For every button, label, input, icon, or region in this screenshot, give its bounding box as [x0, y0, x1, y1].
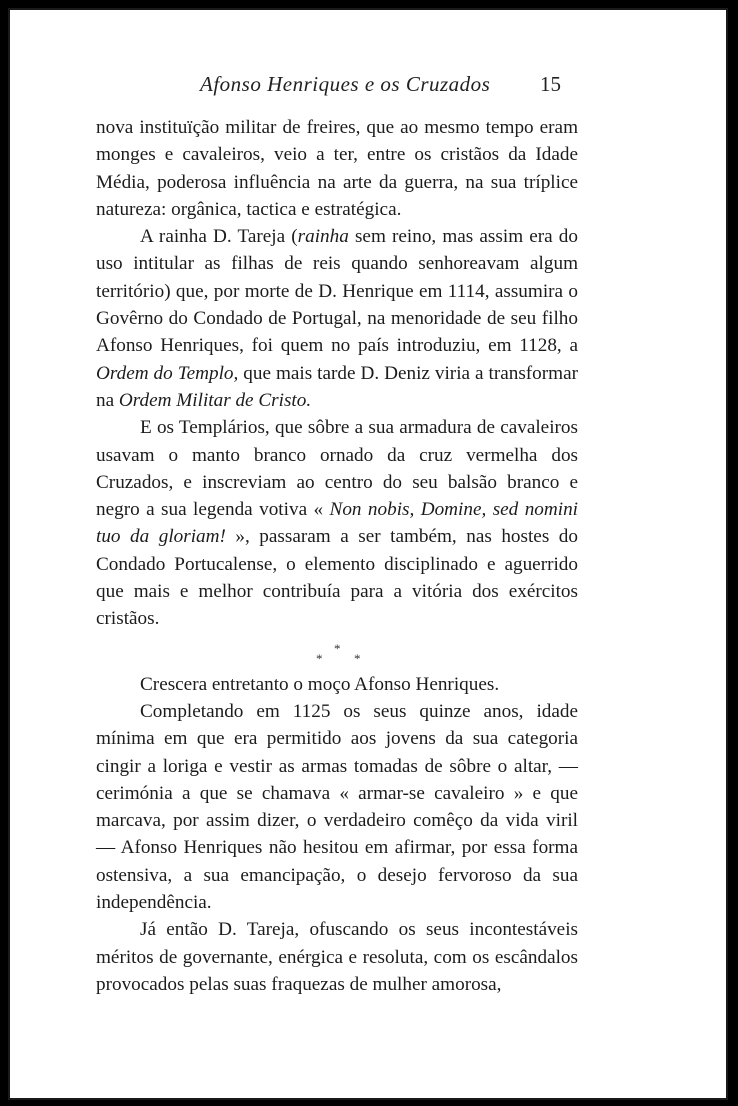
- paragraph-ja-entao: Já então D. Tareja, ofuscando os seus incontestáveis méritos de governante, enérgica e resoluta, com os escândalos provocados pelas suas fraquezas de mulher amorosa,: [96, 919, 578, 995]
- asterisk: *: [354, 650, 361, 666]
- text-run: sem reino, mas assim era do uso intitular as filhas de reis quando senhoreavam algum território) que, por morte de D. Henrique em 1114, assumira o Govêrno do Condado de Portugal, na menoridade de seu filho Afonso Henriques, foi quem no país introduziu, em 1128, a: [96, 226, 578, 357]
- paragraph-crescera: Crescera entretanto o moço Afonso Henriques.: [140, 673, 500, 695]
- text-run: que mais tarde D. Deniz viria a transformar na: [96, 362, 578, 411]
- text-run: A rainha D. Tareja (: [140, 226, 298, 248]
- running-title: Afonso Henriques e os Cruzados: [200, 72, 491, 96]
- asterisk: *: [334, 640, 341, 656]
- book-page: [8, 8, 728, 1100]
- italic-motto: Non nobis, Domine, sed nomini tuo da gloriam!: [96, 499, 578, 548]
- page-header: [10, 72, 726, 102]
- paragraph-continuation: nova instituïção militar de freires, que ao mesmo tempo eram monges e cavaleiros, veio a ter, entre os cristãos da Idade Média, poderosa influência na arte da guerra, na sua tríplice natureza: orgânica, tactica e estratégica.: [96, 117, 578, 220]
- italic-run: Ordem do Templo,: [96, 362, 239, 384]
- asterisk: *: [316, 650, 323, 666]
- paragraph-completando: Completando em 1125 os seus quinze anos, idade mínima em que era permitido aos jovens da sua categoria cingir a loriga e vestir as armas tomadas de sôbre o altar, — cerimónia a que se chamava « armar-se cavaleiro » e que marcava, por assim dizer, o verdadeiro comêço da vida viril — Afonso Henriques não hesitou em afirmar, por essa forma ostensiva, a sua emancipação, o desejo fervoroso da sua independência.: [96, 700, 578, 914]
- section-separator: [96, 635, 578, 665]
- page-body: [96, 114, 578, 998]
- paragraph-templarios: [96, 414, 578, 632]
- text-run: E os Templários, que sôbre a sua armadura de cavaleiros usavam o manto branco ornado da cruz vermelha dos Cruzados, e inscreviam ao centro do seu balsão branco e negro a sua legenda votiva «: [96, 417, 578, 521]
- text-run: », passaram a ser também, nas hostes do Condado Portucalense, o elemento disciplinado e aguerrido que mais e melhor contribuía para a vitória dos exércitos cristãos.: [96, 526, 578, 630]
- italic-run: rainha: [297, 226, 349, 248]
- paragraph-rainha-tareja: [96, 223, 578, 414]
- italic-run: Ordem Militar de Cristo.: [118, 389, 312, 411]
- page-number: 15: [540, 72, 561, 96]
